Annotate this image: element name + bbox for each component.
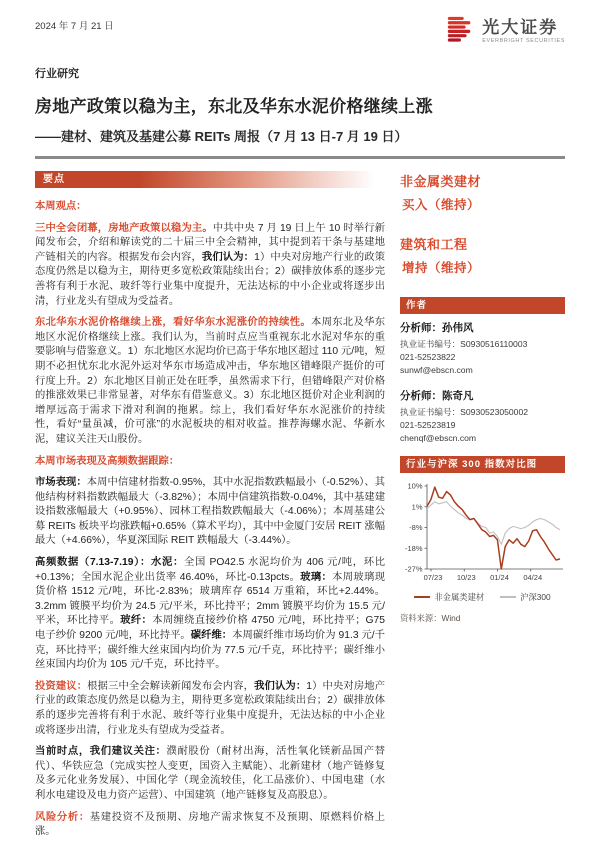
header [35, 14, 565, 49]
comparison-chart-svg [400, 481, 565, 584]
index-comparison-section [400, 456, 565, 624]
brand-name-en: EVERBRIGHT SECURITIES [482, 38, 565, 45]
report-category: 行业研究 [35, 68, 79, 80]
svg-text:1%: 1% [411, 502, 423, 512]
analyst-phone: 021-52523819 [400, 420, 456, 430]
analyst-name: 分析师：陈奇凡 [400, 390, 474, 402]
brand [445, 14, 565, 49]
rating-value: 买入（维持） [402, 198, 481, 212]
comparison-chart [400, 481, 565, 589]
svg-text:10%: 10% [407, 481, 423, 491]
brand-name-cn: 光大证券 [482, 17, 559, 37]
svg-text:-8%: -8% [409, 523, 423, 533]
analyst-card [400, 320, 565, 377]
keypoints-bar: 要点 [35, 171, 385, 188]
svg-text:07/23: 07/23 [423, 573, 443, 582]
analyst-card [400, 388, 565, 445]
authors-bar: 作者 [400, 297, 565, 314]
paragraph-plenum: 三中全会闭幕，房地产政策以稳为主。中共中央 7 月 19 日上午 10 时举行新闻发布会，介绍和解读党的二十届三中全会精神，其中提到若干条与基建地产链相关的内容。根据发布会内容，我们认为：1）中央对房地产行业的政策态度仍然是以稳为主，期待更多宽松政策陆续出台；2）碳排放体系的逐步完善将有利于水泥、玻纤等行业集中度提升，无法达标的中小企业或将逐步出清，行业龙头有望成为受益者。 [35, 222, 386, 307]
analyst-cert: 执业证书编号：S0930523050002 [400, 407, 529, 417]
paragraph-investment-advice: 投资建议：根据三中全会解读新闻发布会内容，我们认为：1）中央对房地产行业的政策态度仍然是以稳为主，期待更多宽松政策陆续出台；2）碳排放体系的逐步完善将有利于水泥、玻纤等行业集中度提升，无法达标的中小企业或将逐步出清，行业龙头有望成为受益者。 [35, 680, 386, 736]
weekly-view-heading: 本周观点： [35, 201, 87, 212]
keypoints-body [35, 200, 385, 840]
rating-nonmetal-materials [400, 171, 565, 213]
brand-text [482, 19, 565, 45]
svg-text:-27%: -27% [404, 564, 423, 574]
analyst-email: chenqf@ebscn.com [400, 433, 477, 443]
analyst-cert: 执业证书编号：S0930516110003 [400, 339, 528, 349]
analyst-email: sunwf@ebscn.com [400, 365, 473, 375]
paragraph-risk-analysis: 风险分析：基建投资不及预期、房地产需求恢复不及预期、原燃料价格上涨。 [35, 811, 386, 838]
paragraph-market-performance: 市场表现：本周中信建材指数-0.95%，其中水泥指数跌幅最小（-0.52%）、其他结构材料指数跌幅最大（-3.82%）；本周中信建筑指数-0.04%，其中基建建设指数涨幅最大（+0.95%）、园林工程指数跌幅最大（-4.06%）；本周基建公募 REITs 板块平均涨跌幅+0.65%（算术平均），其中中金厦门安居 REIT 涨幅最大（+4.66%），华夏深国际 REIT 跌幅最大（-3.44%）。 [35, 477, 385, 547]
report-title: 房地产政策以稳为主，东北及华东水泥价格继续上涨 [35, 97, 433, 116]
content-columns [35, 171, 565, 847]
paragraph-stock-picks: 当前时点，我们建议关注：濮耐股份（耐材出海，活性氧化镁新品国产替代）、华铁应急（完成实控人变更，国资入主赋能）、北新建材（地产链修复及多元化业务发展）、中国化学（现金流较佳，化工品涨价）、中国电建（水利水电建设及电力资产运营）、中国建筑（地产链修复及高股息）。 [35, 746, 386, 801]
analyst-phone: 021-52523822 [400, 352, 456, 362]
legend-item-csi300 [500, 591, 550, 603]
svg-text:-18%: -18% [404, 543, 423, 553]
svg-text:10/23: 10/23 [456, 573, 476, 582]
industry-name: 建筑和工程 [400, 237, 468, 252]
svg-text:01/24: 01/24 [490, 573, 509, 582]
svg-text:04/24: 04/24 [523, 573, 543, 582]
chart-title-bar: 行业与沪深 300 指数对比图 [400, 456, 565, 473]
legend-label: 沪深300 [520, 592, 551, 602]
rating-construction-engineering [400, 234, 565, 276]
everbright-logo-icon [445, 14, 475, 49]
legend-label: 非金属类建材 [434, 592, 485, 602]
industry-line-swatch-icon [414, 596, 430, 598]
paragraph-cement-price: 东北华东水泥价格继续上涨，看好华东水泥涨价的持续性。本周东北及华东地区水泥价格继续上涨。我们认为，当前时点应当重视东北水泥对华东的重要影响与借鉴意义。1）东北地区水泥均价已高于华东地区超过 110 元/吨，短期不必担忧东北水泥外运对华东市场造成冲击，华东地区错峰限产挺价的可行度上升。2）东北地区目前正处在旺季，虽然需求下行，但错峰限产对价格的推涨效果已非常显著，对华东有借鉴意义。3）东北地区挺价对企业利润的增厚远高于需求下滑对利润的拖累。综上，我们看好华东水泥涨价的持续性，看好“量虽减，价可涨”的水泥板块的相对收益。推荐海螺水泥、华新水泥，建议关注天山股份。 [35, 317, 386, 445]
paragraph-high-frequency-data: 高频数据（7.13-7.19）：水泥：全国 PO42.5 水泥均价为 406 元/吨，环比+0.13%；全国水泥企业出货率 46.40%，环比-0.13pcts。玻璃：本周玻璃现货价格 1512 元/吨，环比-2.83%；玻璃库存 6514 万重箱，环比+2.44%。3.2mm 镀膜平均价为 24.5 元/平米，环比持平；2mm 镀膜平均价为 15.5 元/平米，环比持平。玻纤：本周缠绕直接纱价格 4750 元/吨，环比持平；G75 电子纱价 9200 元/吨，环比持平。碳纤维：本周碳纤维市场均价为 91.3 元/千克，环比持平；碳纤维大丝束国内均价为 77.5 元/千克，环比持平；碳纤维小丝束国内均价为 105 元/千克，环比持平。 [35, 557, 386, 671]
keypoints-column [35, 171, 385, 847]
report-subtitle: ——建材、建筑及基建公募 REITs 周报（7 月 13 日-7 月 19 日） [35, 129, 408, 144]
sidebar [400, 171, 565, 847]
analyst-name: 分析师：孙伟风 [400, 322, 474, 334]
report-date: 2024 年 7 月 21 日 [35, 21, 114, 32]
authors-section [400, 320, 565, 445]
rating-value: 增持（维持） [402, 261, 481, 275]
legend-item-industry [414, 591, 484, 603]
chart-source: 资料来源：Wind [400, 613, 461, 623]
csi300-line-swatch-icon [500, 596, 516, 598]
market-performance-heading: 本周市场表现及高频数据跟踪： [35, 455, 180, 467]
industry-name: 非金属类建材 [400, 174, 482, 189]
header-divider [35, 156, 565, 159]
chart-legend [400, 591, 565, 603]
